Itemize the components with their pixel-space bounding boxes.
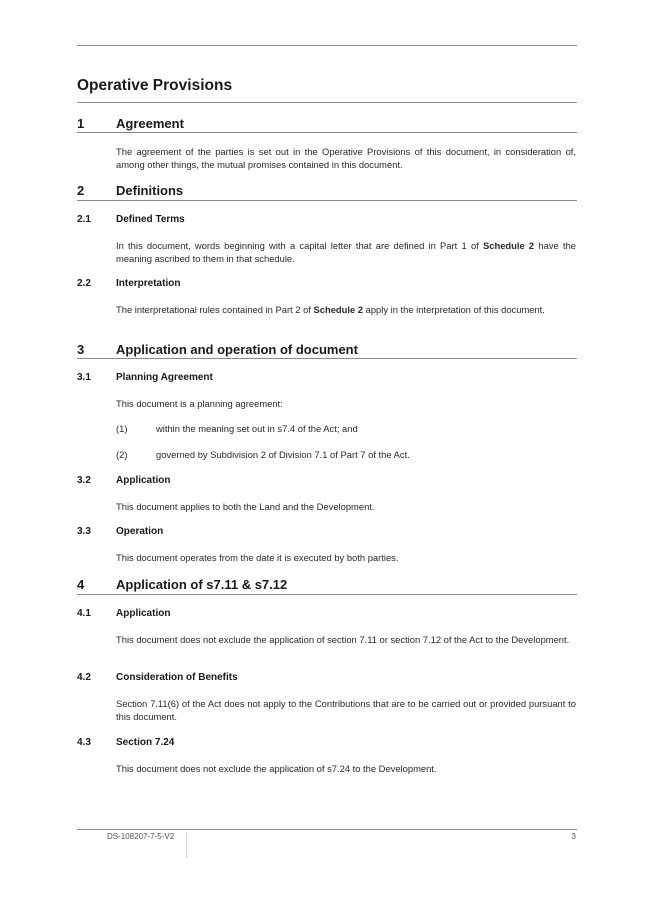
subsection-4-2-paragraph: Section 7.11(6) of the Act does not apply to the Contributions that are to be carried out or provided pursuant to this document. <box>116 698 576 722</box>
subsection-4-3-heading <box>77 737 174 748</box>
subsection-3-1-heading <box>77 372 213 383</box>
subsection-number: 4.1 <box>77 608 91 619</box>
section-number: 3 <box>77 342 85 357</box>
section-number: 4 <box>77 577 85 592</box>
subsection-number: 2.2 <box>77 278 91 289</box>
footer-divider <box>186 832 187 858</box>
subsection-4-1-heading <box>77 608 170 619</box>
subsection-3-1-paragraph: This document is a planning agreement: <box>116 398 283 409</box>
section-rule <box>77 594 577 595</box>
footer-document-id: DS-108207-7-5-V2 <box>107 832 175 841</box>
header-rule <box>77 45 577 46</box>
paragraph-text: have the meaning ascribed to them in that schedule. <box>116 240 577 264</box>
page-title: Operative Provisions <box>77 77 233 94</box>
list-item-number: (1) <box>116 423 128 434</box>
subsection-title: Section 7.24 <box>116 737 175 748</box>
section-4-heading <box>77 577 287 592</box>
section-number: 2 <box>77 183 85 198</box>
subsection-title: Defined Terms <box>116 214 185 225</box>
subsection-number: 3.1 <box>77 372 91 383</box>
paragraph-text: The interpretational rules contained in Part 2 of <box>116 304 314 315</box>
subsection-title: Planning Agreement <box>116 372 213 383</box>
subsection-3-2-heading <box>77 475 170 486</box>
subsection-title: Interpretation <box>116 278 181 289</box>
list-item <box>116 449 410 460</box>
footer-rule <box>77 829 577 830</box>
section-rule <box>77 200 577 201</box>
paragraph-text: In this document, words beginning with a capital letter that are defined in Part 1 of <box>116 240 484 251</box>
subsection-3-3-heading <box>77 526 163 537</box>
subsection-4-2-heading <box>77 672 238 683</box>
section-title: Definitions <box>116 183 184 198</box>
section-title: Agreement <box>116 116 184 131</box>
list-item <box>116 423 358 434</box>
schedule-reference: Schedule 2 <box>483 240 535 251</box>
subsection-2-2-paragraph <box>116 303 576 316</box>
section-rule <box>77 132 577 133</box>
section-title: Application and operation of document <box>116 342 358 357</box>
subsection-number: 3.2 <box>77 475 91 486</box>
subsection-title: Consideration of Benefits <box>116 672 238 683</box>
list-item-text: governed by Subdivision 2 of Division 7.1 of Part 7 of the Act. <box>156 449 410 460</box>
section-title: Application of s7.11 & s7.12 <box>116 577 288 592</box>
subsection-3-3-paragraph: This document operates from the date it is executed by both parties. <box>116 552 399 563</box>
subsection-2-1-paragraph <box>116 239 576 265</box>
subsection-number: 2.1 <box>77 214 91 225</box>
subsection-2-1-heading <box>77 214 185 225</box>
subsection-number: 4.2 <box>77 672 91 683</box>
section-2-heading <box>77 183 183 198</box>
subsection-number: 3.3 <box>77 526 91 537</box>
section-3-heading <box>77 342 358 357</box>
subsection-title: Application <box>116 608 171 619</box>
schedule-reference: Schedule 2 <box>313 304 364 315</box>
subsection-4-1-paragraph: This document does not exclude the application of section 7.11 or section 7.12 of the Act to the Development. <box>116 634 570 645</box>
subsection-number: 4.3 <box>77 737 91 748</box>
title-rule <box>77 102 577 103</box>
subsection-4-3-paragraph: This document does not exclude the application of s7.24 to the Development. <box>116 763 437 774</box>
subsection-2-2-heading <box>77 278 180 289</box>
subsection-3-2-paragraph: This document applies to both the Land and the Development. <box>116 501 375 512</box>
list-item-text: within the meaning set out in s7.4 of the Act; and <box>156 423 358 434</box>
section-1-heading <box>77 116 184 131</box>
footer-page-number: 3 <box>571 832 576 841</box>
section-rule <box>77 358 577 359</box>
paragraph-text: apply in the interpretation of this document. <box>363 304 545 315</box>
subsection-title: Operation <box>116 526 164 537</box>
section-1-paragraph: The agreement of the parties is set out in the Operative Provisions of this document, in consideration of, among other things, the mutual promises contained in this document. <box>116 146 576 170</box>
section-number: 1 <box>77 116 85 131</box>
subsection-title: Application <box>116 475 171 486</box>
list-item-number: (2) <box>116 449 128 460</box>
